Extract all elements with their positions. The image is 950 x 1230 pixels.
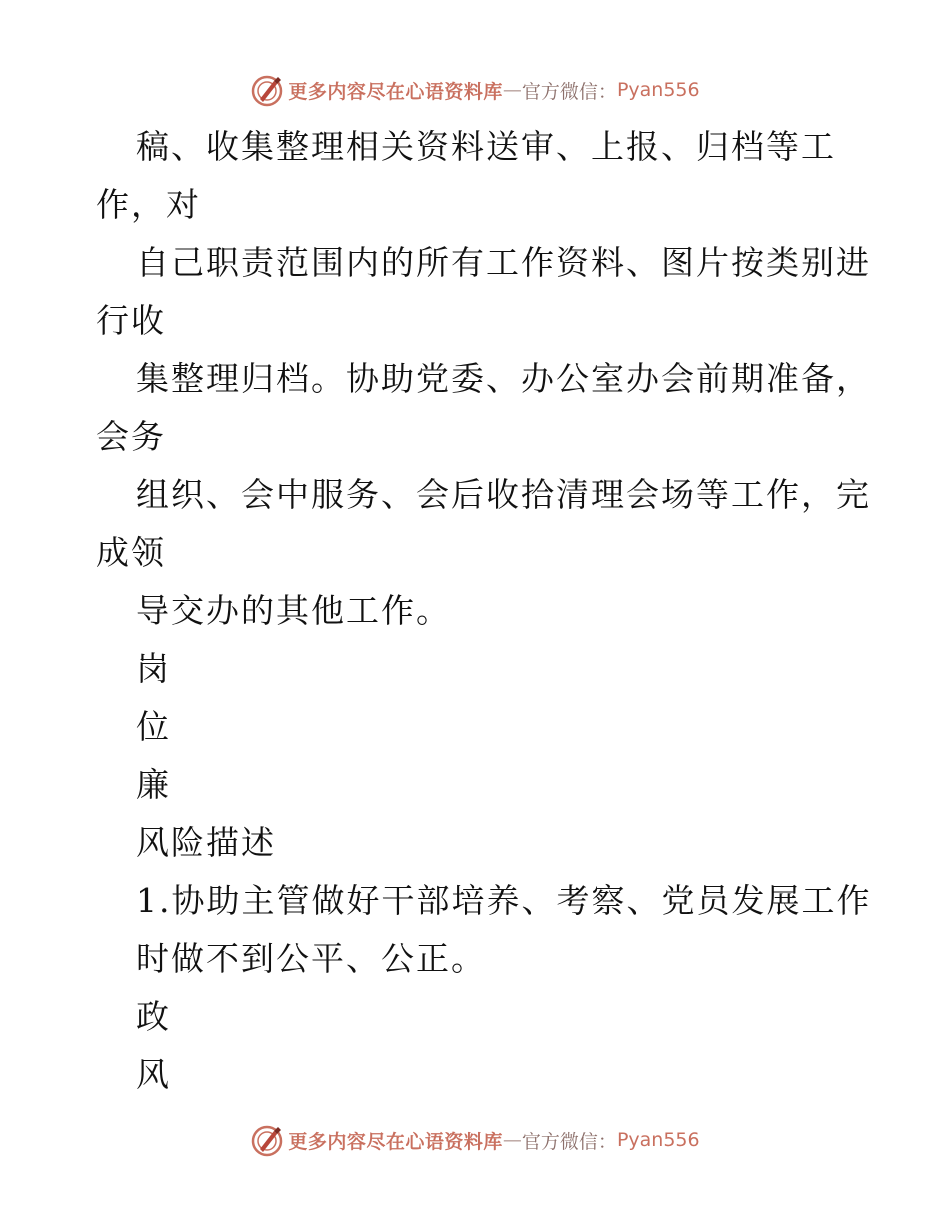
banner-main-text: 更多内容尽在心语资料库 xyxy=(288,80,503,103)
text-line: 行收 xyxy=(96,301,166,340)
banner-separator: — xyxy=(502,1129,522,1151)
text-line: 时做不到公平、公正。 xyxy=(136,939,486,978)
text-line: 1.协助主管做好干部培养、考察、党员发展工作 xyxy=(136,881,872,920)
banner-wechat-id: Pyan556 xyxy=(616,1129,700,1151)
document-body xyxy=(96,118,872,1104)
footer-banner xyxy=(0,1120,950,1160)
text-line: 导交办的其他工作。 xyxy=(136,591,451,630)
banner-wechat-id: Pyan556 xyxy=(616,79,700,101)
text-line: 稿、收集整理相关资料送审、上报、归档等工 xyxy=(136,127,836,166)
banner-separator: — xyxy=(502,79,522,101)
banner-wechat-label: 官方微信： xyxy=(521,80,617,103)
text-line: 风险描述 xyxy=(136,823,276,862)
banner-main-text: 更多内容尽在心语资料库 xyxy=(288,1130,503,1153)
header-banner xyxy=(0,70,950,110)
text-line: 组织、会中服务、会后收拾清理会场等工作，完 xyxy=(136,475,871,514)
pen-nib-logo-icon xyxy=(250,73,284,107)
text-line: 会务 xyxy=(96,417,166,456)
text-line: 集整理归档。协助党委、办公室办会前期准备， xyxy=(136,359,871,398)
text-line: 成领 xyxy=(96,533,166,572)
text-line: 廉 xyxy=(136,765,171,804)
pen-nib-logo-icon xyxy=(250,1123,284,1157)
text-line: 岗 xyxy=(136,649,171,688)
text-line: 自己职责范围内的所有工作资料、图片按类别进 xyxy=(136,243,871,282)
text-line: 政 xyxy=(136,997,171,1036)
text-line: 风 xyxy=(136,1055,171,1094)
text-line: 作，对 xyxy=(96,185,201,224)
text-line: 位 xyxy=(136,707,171,746)
banner-wechat-label: 官方微信： xyxy=(521,1130,617,1153)
